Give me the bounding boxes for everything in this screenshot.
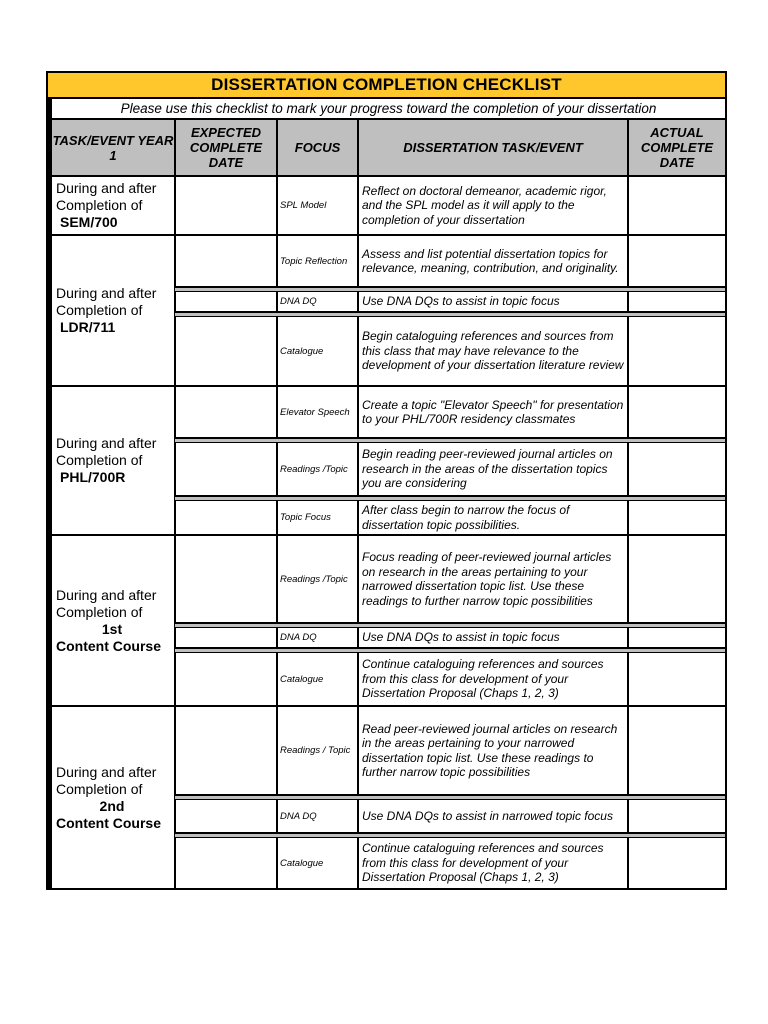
task-cell: Begin cataloguing references and sources from this class that may have relevance to the development of your dissertation literature review: [359, 317, 627, 385]
group-sem700-label: During and after Completion of SEM/700: [52, 177, 174, 234]
row-divider: [175, 288, 725, 291]
actual-date-cell[interactable]: [629, 317, 725, 385]
task-cell: Read peer-reviewed journal articles on research in the areas pertaining to your narrowed dissertation topic list. Use these readings to further narrow topic possibilities: [359, 707, 627, 794]
task-cell: Continue cataloguing references and sources from this class for development of your Dissertation Proposal (Chaps 1, 2, 3): [359, 653, 627, 705]
group-1st-content-course-label: During and after Completion of 1st Content Course: [52, 536, 174, 705]
focus-cell: DNA DQ: [278, 800, 357, 832]
group-phl700r-label: During and after Completion of PHL/700R: [52, 387, 174, 534]
task-cell: Use DNA DQs to assist in topic focus: [359, 292, 627, 311]
focus-cell: Topic Reflection: [278, 236, 357, 286]
actual-date-cell[interactable]: [629, 387, 725, 437]
expected-date-cell[interactable]: [176, 236, 276, 286]
task-cell: Use DNA DQs to assist in topic focus: [359, 628, 627, 647]
expected-date-cell[interactable]: [176, 536, 276, 622]
task-cell: Reflect on doctoral demeanor, academic rigor, and the SPL model as it will apply to the completion of your dissertation: [359, 177, 627, 234]
task-cell: Create a topic "Elevator Speech" for presentation to your PHL/700R residency classmates: [359, 387, 627, 437]
actual-date-cell[interactable]: [629, 838, 725, 888]
actual-date-cell[interactable]: [629, 536, 725, 622]
header-task-event: TASK/EVENT YEAR 1: [52, 120, 174, 175]
focus-cell: DNA DQ: [278, 628, 357, 647]
actual-date-cell[interactable]: [629, 800, 725, 832]
expected-date-cell[interactable]: [176, 387, 276, 437]
focus-cell: Readings /Topic: [278, 536, 357, 622]
expected-date-cell[interactable]: [176, 707, 276, 794]
task-cell: Continue cataloguing references and sources from this class for development of your Dissertation Proposal (Chaps 1, 2, 3): [359, 838, 627, 888]
row-divider: [175, 313, 725, 316]
focus-cell: DNA DQ: [278, 292, 357, 311]
header-dissertation-task: DISSERTATION TASK/EVENT: [359, 120, 627, 175]
row-divider: [175, 796, 725, 799]
row-divider: [175, 497, 725, 500]
actual-date-cell[interactable]: [629, 501, 725, 534]
focus-cell: Catalogue: [278, 317, 357, 385]
header-actual-date: ACTUAL COMPLETE DATE: [629, 120, 725, 175]
header-focus: FOCUS: [278, 120, 357, 175]
expected-date-cell[interactable]: [176, 292, 276, 311]
focus-cell: Topic Focus: [278, 501, 357, 534]
row-divider: [175, 834, 725, 837]
checklist-table: [46, 71, 727, 890]
actual-date-cell[interactable]: [629, 177, 725, 234]
actual-date-cell[interactable]: [629, 236, 725, 286]
actual-date-cell[interactable]: [629, 443, 725, 495]
header-expected-date: EXPECTED COMPLETE DATE: [176, 120, 276, 175]
checklist-title: DISSERTATION COMPLETION CHECKLIST: [48, 73, 725, 98]
focus-cell: Readings / Topic: [278, 707, 357, 794]
focus-cell: Catalogue: [278, 653, 357, 705]
task-cell: Assess and list potential dissertation topics for relevance, meaning, contribution, and originality.: [359, 236, 627, 286]
focus-cell: SPL Model: [278, 177, 357, 234]
task-cell: Use DNA DQs to assist in narrowed topic focus: [359, 800, 627, 832]
row-divider: [175, 649, 725, 652]
group-ldr711-label: During and after Completion of LDR/711: [52, 236, 174, 385]
expected-date-cell[interactable]: [176, 628, 276, 647]
focus-cell: Readings /Topic: [278, 443, 357, 495]
actual-date-cell[interactable]: [629, 628, 725, 647]
focus-cell: Elevator Speech: [278, 387, 357, 437]
focus-cell: Catalogue: [278, 838, 357, 888]
group-2nd-content-course-label: During and after Completion of 2nd Content Course: [52, 707, 174, 888]
row-divider: [175, 439, 725, 442]
task-cell: Begin reading peer-reviewed journal articles on research in the areas of the dissertation topics you are considering: [359, 443, 627, 495]
actual-date-cell[interactable]: [629, 653, 725, 705]
expected-date-cell[interactable]: [176, 177, 276, 234]
expected-date-cell[interactable]: [176, 317, 276, 385]
checklist-subtitle: Please use this checklist to mark your progress toward the completion of your dissertation: [52, 99, 725, 118]
task-cell: Focus reading of peer-reviewed journal articles on research in the areas pertaining to your narrowed dissertation topic list. Use these readings to further narrow topic possibilities: [359, 536, 627, 622]
expected-date-cell[interactable]: [176, 653, 276, 705]
row-divider: [175, 624, 725, 627]
expected-date-cell[interactable]: [176, 443, 276, 495]
expected-date-cell[interactable]: [176, 838, 276, 888]
expected-date-cell[interactable]: [176, 501, 276, 534]
actual-date-cell[interactable]: [629, 292, 725, 311]
task-cell: After class begin to narrow the focus of dissertation topic possibilities.: [359, 501, 627, 534]
actual-date-cell[interactable]: [629, 707, 725, 794]
expected-date-cell[interactable]: [176, 800, 276, 832]
